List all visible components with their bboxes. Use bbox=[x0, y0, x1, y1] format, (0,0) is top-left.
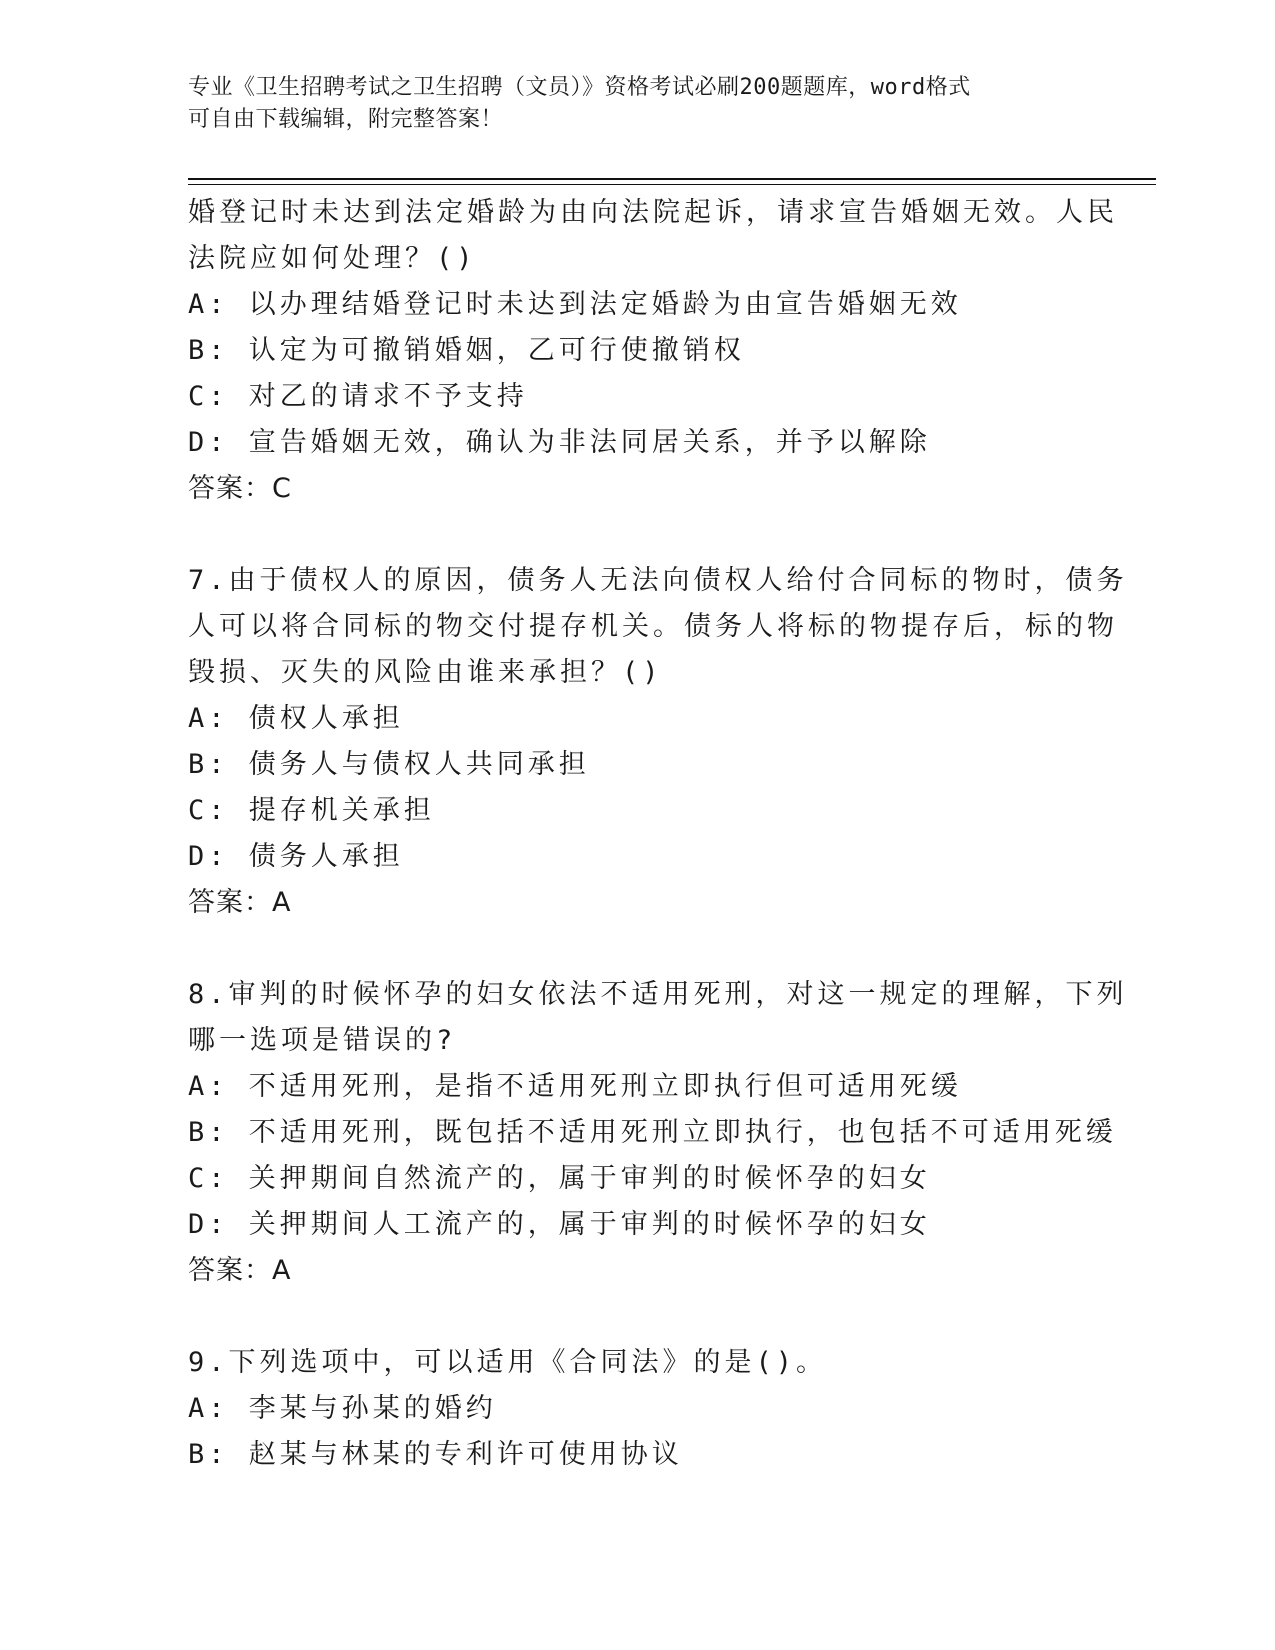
option-b: B: 债务人与债权人共同承担 bbox=[188, 749, 590, 780]
option-d: D: 关押期间人工流产的，属于审判的时候怀孕的妇女 bbox=[188, 1209, 931, 1240]
question-8 bbox=[188, 972, 1128, 1294]
header-divider-thick bbox=[188, 178, 1156, 180]
answer-text: 答案：A bbox=[188, 887, 292, 918]
header-line-1: 专业《卫生招聘考试之卫生招聘（文员）》资格考试必刷200题题库，word格式 bbox=[188, 75, 971, 100]
spacer bbox=[188, 1294, 1088, 1340]
question-stem-line: 7.由于债权人的原因，债务人无法向债权人给付合同标的物时，债务 bbox=[188, 565, 1128, 596]
option-c: C: 提存机关承担 bbox=[188, 795, 435, 826]
header-divider-thin bbox=[188, 184, 1156, 185]
option-a: A: 不适用死刑，是指不适用死刑立即执行但可适用死缓 bbox=[188, 1071, 962, 1102]
option-a: A: 李某与孙某的婚约 bbox=[188, 1393, 497, 1424]
question-stem-line: 人可以将合同标的物交付提存机关。债务人将标的物提存后，标的物 bbox=[188, 611, 1118, 642]
header-line-2: 可自由下载编辑，附完整答案！ bbox=[188, 107, 504, 132]
option-a: A: 以办理结婚登记时未达到法定婚龄为由宣告婚姻无效 bbox=[188, 289, 962, 320]
option-b: B: 赵某与林某的专利许可使用协议 bbox=[188, 1439, 683, 1470]
question-stem-line: 毁损、灭失的风险由谁来承担？() bbox=[188, 657, 663, 688]
question-9 bbox=[188, 1340, 1088, 1478]
option-d: D: 宣告婚姻无效，确认为非法同居关系，并予以解除 bbox=[188, 427, 931, 458]
page-header bbox=[188, 72, 1088, 136]
spacer bbox=[188, 512, 1088, 558]
option-a: A: 债权人承担 bbox=[188, 703, 404, 734]
question-stem-line: 婚登记时未达到法定婚龄为由向法院起诉，请求宣告婚姻无效。人民 bbox=[188, 197, 1118, 228]
answer-text: 答案：C bbox=[188, 473, 292, 504]
question-stem-line: 法院应如何处理？() bbox=[188, 243, 477, 274]
option-b: B: 认定为可撤销婚姻，乙可行使撤销权 bbox=[188, 335, 745, 366]
option-c: C: 关押期间自然流产的，属于审判的时候怀孕的妇女 bbox=[188, 1163, 931, 1194]
question-stem-line: 8.审判的时候怀孕的妇女依法不适用死刑，对这一规定的理解，下列 bbox=[188, 979, 1128, 1010]
option-c: C: 对乙的请求不予支持 bbox=[188, 381, 528, 412]
question-stem-line: 哪一选项是错误的? bbox=[188, 1025, 457, 1056]
question-7 bbox=[188, 558, 1128, 926]
spacer bbox=[188, 926, 1088, 972]
option-d: D: 债务人承担 bbox=[188, 841, 404, 872]
answer-text: 答案：A bbox=[188, 1255, 292, 1286]
question-stem-line: 9.下列选项中，可以适用《合同法》的是()。 bbox=[188, 1347, 828, 1378]
option-b: B: 不适用死刑，既包括不适用死刑立即执行，也包括不可适用死缓 bbox=[188, 1117, 1117, 1148]
question-6 bbox=[188, 190, 1118, 512]
question-list bbox=[188, 190, 1128, 1478]
